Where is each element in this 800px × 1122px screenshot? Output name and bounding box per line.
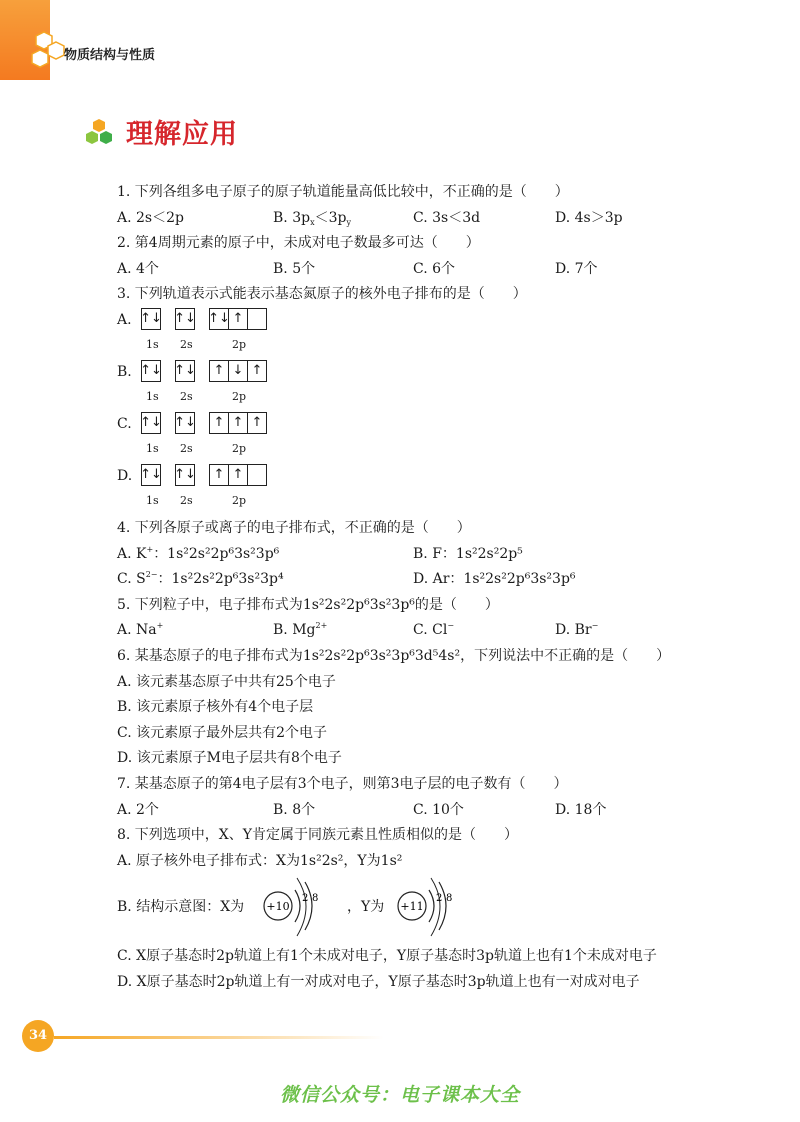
q2-stem: 2. 第4周期元素的原子中，未成对电子数最多可达（ ）: [117, 235, 480, 252]
orbital-box: ↑: [228, 308, 248, 330]
orbital-box: ↑: [209, 360, 229, 382]
orbital-box-group: [209, 464, 267, 486]
orbital-box: ↑↓: [141, 412, 161, 434]
q5-option-c: C. Cl−: [413, 621, 455, 639]
q8-option-a: A. 原子核外电子排布式：X为1s²2s²，Y为1s²: [117, 852, 403, 869]
q3-subshell-labels: [117, 440, 737, 464]
q3-option-row: [117, 308, 737, 336]
q7-options: [117, 798, 737, 824]
orbital-box-group: [209, 308, 267, 330]
orbital-box-group: [175, 412, 195, 434]
q3-option-label: C.: [117, 415, 132, 432]
q2-option-c: C. 6个: [413, 260, 456, 277]
q5-options: [117, 618, 737, 644]
q8-stem: 8. 下列选项中，X、Y肯定属于同族元素且性质相似的是（ ）: [117, 827, 519, 844]
subshell-label: 1s: [146, 389, 159, 403]
subshell-label: 2s: [180, 389, 193, 403]
q5-option-d: D. Br−: [555, 621, 599, 639]
q8-option-b: [117, 874, 737, 938]
q7-option-a: A. 2个: [117, 801, 159, 818]
wechat-watermark: 微信公众号：电子课本大全: [279, 1084, 520, 1106]
q8-option-b-label: B. 结构示意图：X为: [117, 899, 245, 916]
page-number: 34: [22, 1020, 54, 1052]
orbital-box-group: [175, 464, 195, 486]
atom-y-shell-1: 2: [436, 893, 443, 905]
subshell-label: 2p: [232, 337, 247, 351]
atom-x-nucleus: +10: [266, 900, 290, 914]
q1-options: [117, 206, 737, 232]
q4-option-b: B. F：1s²2s²2p⁵: [413, 545, 523, 562]
q3-orbital-options: [117, 308, 737, 516]
orbital-box-group: [209, 412, 267, 434]
q7-stem: 7. 某基态原子的第4电子层有3个电子，则第3电子层的电子数有（ ）: [117, 775, 568, 792]
q1-option-b: B. $3p_x<3p_y$: [273, 209, 351, 227]
orbital-box: ↑: [209, 412, 229, 434]
orbital-box-group: [141, 360, 161, 382]
orbital-box-group: [175, 360, 195, 382]
q3-option-label: D.: [117, 467, 133, 484]
orbital-box: ↑: [228, 412, 248, 434]
orbital-box-group: [209, 360, 267, 382]
orbital-box: ↑: [209, 464, 229, 486]
orbital-box: ↑↓: [175, 308, 195, 330]
q6-stem: 6. 某基态原子的电子排布式为1s²2s²2p⁶3s²3p⁶3d⁵4s²，下列说法中不正确的是（ ）: [117, 647, 671, 664]
q3-subshell-labels: [117, 388, 737, 412]
footer-rule: [54, 1036, 384, 1039]
subshell-label: 1s: [146, 441, 159, 455]
book-title: 物质结构与性质: [64, 48, 156, 63]
orbital-box-group: [175, 308, 195, 330]
q4-options-cd: [117, 567, 737, 593]
q7-option-c: C. 10个: [413, 801, 464, 818]
question-list: [117, 180, 737, 995]
q3-stem: 3. 下列轨道表示式能表示基态氮原子的核外电子排布的是（ ）: [117, 286, 527, 303]
subshell-label: 2p: [232, 389, 247, 403]
atom-y-shell-2: 8: [446, 893, 453, 905]
q5-stem: 5. 下列粒子中，电子排布式为1s²2s²2p⁶3s²3p⁶的是（ ）: [117, 596, 499, 613]
subshell-label: 2p: [232, 493, 247, 507]
q6-option-d: D. 该元素原子M电子层共有8个电子: [117, 750, 342, 767]
orbital-box-group: [141, 412, 161, 434]
q7-option-d: D. 18个: [555, 801, 607, 818]
q4-options-ab: [117, 542, 737, 568]
atom-x-shell-2: 8: [312, 893, 319, 905]
orbital-box-group: [141, 308, 161, 330]
atom-y-diagram: [395, 874, 465, 938]
orbital-box: ↑↓: [175, 412, 195, 434]
q4-option-c: C. $S^{2-}$：1s²2s²2p⁶3s²3p⁴: [117, 570, 284, 588]
q4-option-d: D. Ar：1s²2s²2p⁶3s²3p⁶: [413, 571, 576, 588]
q6-option-c: C. 该元素原子最外层共有2个电子: [117, 724, 328, 741]
q2-options: [117, 257, 737, 283]
orbital-box: ↑↓: [141, 464, 161, 486]
q2-option-d: D. 7个: [555, 260, 598, 277]
subshell-label: 1s: [146, 493, 159, 507]
orbital-box: ↑↓: [175, 360, 195, 382]
q3-option-row: [117, 464, 737, 492]
orbital-box: ↑: [247, 412, 267, 434]
orbital-box-group: [141, 464, 161, 486]
q4-option-a: A. K+：1s²2s²2p⁶3s²3p⁶: [117, 544, 280, 562]
q7-option-b: B. 8个: [273, 801, 316, 818]
section-hexagon-icon: [84, 118, 114, 146]
q1-option-d: D. 4s＞3p: [555, 209, 623, 226]
q2-option-a: A. 4个: [117, 260, 159, 277]
orbital-box: [247, 464, 267, 486]
q8-option-b-mid: ，Y为: [347, 899, 385, 916]
q8-option-c: C. X原子基态时2p轨道上有1个未成对电子，Y原子基态时3p轨道上也有1个未成对电子: [117, 948, 657, 965]
subshell-label: 2s: [180, 493, 193, 507]
q3-option-row: [117, 412, 737, 440]
q1-option-a: A. 2s＜2p: [117, 209, 184, 226]
q3-option-label: B.: [117, 363, 132, 380]
orbital-box: ↑↓: [175, 464, 195, 486]
q4-stem: 4. 下列各原子或离子的电子排布式，不正确的是（ ）: [117, 519, 471, 536]
q3-subshell-labels: [117, 336, 737, 360]
subshell-label: 1s: [146, 337, 159, 351]
q3-option-row: [117, 360, 737, 388]
atom-y-nucleus: +11: [400, 900, 424, 914]
orbital-box: ↑: [228, 464, 248, 486]
q6-option-a: A. 该元素基态原子中共有25个电子: [117, 673, 336, 690]
q5-option-b: B. $Mg^{2+}$: [273, 621, 328, 639]
q5-option-a: A. Na+: [117, 621, 164, 639]
orbital-box: ↑↓: [209, 308, 229, 330]
orbital-box: ↓: [228, 360, 248, 382]
q8-option-d: D. X原子基态时2p轨道上有一对成对电子，Y原子基态时3p轨道上也有一对成对电子: [117, 973, 640, 990]
orbital-box: ↑: [247, 360, 267, 382]
atom-x-diagram: [261, 874, 331, 938]
atom-x-shell-1: 2: [302, 893, 309, 905]
orbital-box: ↑↓: [141, 308, 161, 330]
subshell-label: 2s: [180, 441, 193, 455]
q3-option-label: A.: [117, 311, 132, 328]
q2-option-b: B. 5个: [273, 260, 316, 277]
q1-option-c: C. 3s＜3d: [413, 209, 481, 226]
orbital-box: ↑↓: [141, 360, 161, 382]
q3-subshell-labels: [117, 492, 737, 516]
orbital-box: [247, 308, 267, 330]
q6-option-b: B. 该元素原子核外有4个电子层: [117, 699, 314, 716]
subshell-label: 2s: [180, 337, 193, 351]
section-title: 理解应用: [126, 119, 238, 150]
q1-stem: 1. 下列各组多电子原子的原子轨道能量高低比较中，不正确的是（ ）: [117, 184, 569, 200]
subshell-label: 2p: [232, 441, 247, 455]
